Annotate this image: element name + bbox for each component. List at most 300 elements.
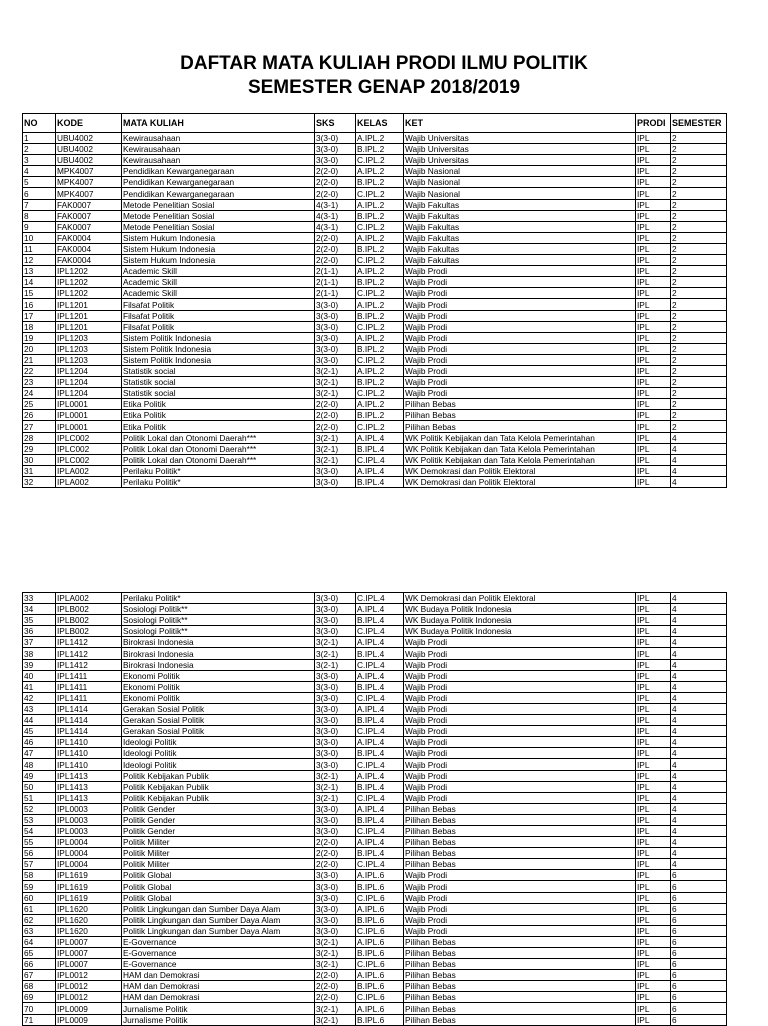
cell-kelas: C.IPL.4 — [356, 692, 404, 703]
cell-kode: IPL1619 — [56, 881, 122, 892]
cell-kelas: A.IPL.4 — [356, 670, 404, 681]
cell-sks: 3(3-0) — [315, 825, 356, 836]
cell-semester: 2 — [671, 354, 727, 365]
cell-kelas: B.IPL.6 — [356, 881, 404, 892]
cell-kelas: A.IPL.6 — [356, 936, 404, 947]
cell-prodi: IPL — [636, 221, 671, 232]
cell-ket: WK Politik Kebijakan dan Tata Kelola Pemerintahan — [404, 432, 636, 443]
cell-prodi: IPL — [636, 703, 671, 714]
cell-no: 55 — [23, 837, 56, 848]
cell-kode: UBU4002 — [56, 144, 122, 155]
cell-no: 45 — [23, 726, 56, 737]
table-row — [23, 837, 727, 848]
cell-semester: 6 — [671, 925, 727, 936]
cell-no: 24 — [23, 388, 56, 399]
cell-ket: Pilihan Bebas — [404, 1003, 636, 1014]
cell-prodi: IPL — [636, 737, 671, 748]
cell-prodi: IPL — [636, 681, 671, 692]
cell-prodi: IPL — [636, 604, 671, 615]
cell-ket: Wajib Prodi — [404, 892, 636, 903]
table-row — [23, 410, 727, 421]
cell-sks: 2(2-0) — [315, 421, 356, 432]
table-row — [23, 881, 727, 892]
cell-mata-kuliah: Etika Politik — [122, 421, 315, 432]
cell-kelas: C.IPL.2 — [356, 354, 404, 365]
cell-kode: UBU4002 — [56, 155, 122, 166]
cell-ket: WK Politik Kebijakan dan Tata Kelola Pemerintahan — [404, 454, 636, 465]
cell-kelas: C.IPL.6 — [356, 992, 404, 1003]
cell-prodi: IPL — [636, 399, 671, 410]
cell-kelas: C.IPL.2 — [356, 421, 404, 432]
cell-mata-kuliah: Perilaku Politik* — [122, 476, 315, 487]
cell-ket: Pilihan Bebas — [404, 1014, 636, 1025]
cell-no: 17 — [23, 310, 56, 321]
table-row — [23, 188, 727, 199]
cell-kelas: B.IPL.2 — [356, 210, 404, 221]
cell-sks: 3(3-0) — [315, 914, 356, 925]
cell-kelas: A.IPL.2 — [356, 133, 404, 144]
cell-ket: Pilihan Bebas — [404, 981, 636, 992]
cell-kode: IPL0009 — [56, 1003, 122, 1014]
cell-no: 6 — [23, 188, 56, 199]
cell-no: 40 — [23, 670, 56, 681]
cell-kelas: B.IPL.4 — [356, 715, 404, 726]
cell-kode: IPLA002 — [56, 593, 122, 604]
cell-mata-kuliah: Ideologi Politik — [122, 759, 315, 770]
cell-no: 56 — [23, 848, 56, 859]
cell-ket: Pilihan Bebas — [404, 803, 636, 814]
cell-ket: Wajib Fakultas — [404, 221, 636, 232]
cell-ket: Wajib Prodi — [404, 659, 636, 670]
cell-kelas: A.IPL.6 — [356, 1003, 404, 1014]
cell-kelas: B.IPL.4 — [356, 476, 404, 487]
cell-sks: 3(2-1) — [315, 959, 356, 970]
cell-ket: Wajib Fakultas — [404, 232, 636, 243]
cell-mata-kuliah: Perilaku Politik* — [122, 465, 315, 476]
cell-sks: 3(2-1) — [315, 377, 356, 388]
cell-mata-kuliah: Gerakan Sosial Politik — [122, 703, 315, 714]
cell-mata-kuliah: Academic Skill — [122, 277, 315, 288]
table-row — [23, 266, 727, 277]
cell-kode: IPL1410 — [56, 759, 122, 770]
table-row — [23, 859, 727, 870]
cell-semester: 4 — [671, 681, 727, 692]
cell-semester: 4 — [671, 604, 727, 615]
cell-mata-kuliah: Politik Gender — [122, 825, 315, 836]
cell-kelas: B.IPL.4 — [356, 615, 404, 626]
cell-ket: Wajib Prodi — [404, 377, 636, 388]
cell-no: 52 — [23, 803, 56, 814]
cell-kode: IPL1413 — [56, 770, 122, 781]
cell-semester: 2 — [671, 155, 727, 166]
table-row — [23, 981, 727, 992]
table-row — [23, 992, 727, 1003]
cell-mata-kuliah: Politik Global — [122, 870, 315, 881]
cell-sks: 3(2-1) — [315, 637, 356, 648]
cell-semester: 4 — [671, 443, 727, 454]
cell-mata-kuliah: Metode Penelitian Sosial — [122, 199, 315, 210]
table-row — [23, 670, 727, 681]
cell-ket: Wajib Prodi — [404, 681, 636, 692]
cell-kelas: A.IPL.4 — [356, 703, 404, 714]
cell-kode: IPL1201 — [56, 310, 122, 321]
table-row — [23, 432, 727, 443]
cell-no: 32 — [23, 476, 56, 487]
table-row — [23, 715, 727, 726]
cell-prodi: IPL — [636, 365, 671, 376]
cell-ket: Pilihan Bebas — [404, 848, 636, 859]
cell-prodi: IPL — [636, 288, 671, 299]
cell-kelas: A.IPL.2 — [356, 399, 404, 410]
cell-ket: Wajib Prodi — [404, 914, 636, 925]
cell-no: 62 — [23, 914, 56, 925]
table-row — [23, 892, 727, 903]
cell-kode: IPL1413 — [56, 792, 122, 803]
cell-prodi: IPL — [636, 792, 671, 803]
cell-ket: Wajib Prodi — [404, 792, 636, 803]
cell-semester: 4 — [671, 703, 727, 714]
cell-mata-kuliah: Academic Skill — [122, 266, 315, 277]
cell-no: 26 — [23, 410, 56, 421]
cell-kode: IPL0003 — [56, 803, 122, 814]
cell-mata-kuliah: E-Governance — [122, 936, 315, 947]
cell-prodi: IPL — [636, 1014, 671, 1025]
cell-prodi: IPL — [636, 637, 671, 648]
cell-semester: 2 — [671, 288, 727, 299]
cell-sks: 3(3-0) — [315, 593, 356, 604]
cell-prodi: IPL — [636, 626, 671, 637]
cell-ket: Wajib Prodi — [404, 715, 636, 726]
cell-kelas: C.IPL.6 — [356, 925, 404, 936]
cell-sks: 2(2-0) — [315, 177, 356, 188]
cell-kelas: B.IPL.4 — [356, 814, 404, 825]
cell-sks: 3(3-0) — [315, 310, 356, 321]
cell-prodi: IPL — [636, 243, 671, 254]
table-row — [23, 681, 727, 692]
cell-ket: Wajib Prodi — [404, 288, 636, 299]
cell-ket: WK Budaya Politik Indonesia — [404, 615, 636, 626]
cell-no: 18 — [23, 321, 56, 332]
cell-semester: 6 — [671, 981, 727, 992]
cell-sks: 3(3-0) — [315, 759, 356, 770]
cell-no: 28 — [23, 432, 56, 443]
cell-prodi: IPL — [636, 199, 671, 210]
cell-no: 25 — [23, 399, 56, 410]
cell-kelas: B.IPL.4 — [356, 443, 404, 454]
cell-ket: Wajib Nasional — [404, 177, 636, 188]
cell-kode: IPLC002 — [56, 432, 122, 443]
cell-ket: Wajib Prodi — [404, 726, 636, 737]
cell-sks: 2(2-0) — [315, 399, 356, 410]
cell-sks: 3(3-0) — [315, 465, 356, 476]
cell-kode: IPL1410 — [56, 748, 122, 759]
cell-semester: 6 — [671, 936, 727, 947]
header-kelas: KELAS — [356, 114, 404, 133]
table-row — [23, 354, 727, 365]
cell-kode: IPL1203 — [56, 354, 122, 365]
cell-no: 59 — [23, 881, 56, 892]
cell-sks: 3(3-0) — [315, 881, 356, 892]
cell-kelas: A.IPL.2 — [356, 199, 404, 210]
cell-semester: 4 — [671, 825, 727, 836]
cell-kode: IPLC002 — [56, 443, 122, 454]
table-row — [23, 615, 727, 626]
cell-kode: FAK0007 — [56, 210, 122, 221]
table-row — [23, 737, 727, 748]
cell-no: 68 — [23, 981, 56, 992]
cell-prodi: IPL — [636, 443, 671, 454]
cell-semester: 2 — [671, 343, 727, 354]
cell-mata-kuliah: Etika Politik — [122, 399, 315, 410]
cell-no: 33 — [23, 593, 56, 604]
cell-sks: 3(3-0) — [315, 681, 356, 692]
cell-ket: Pilihan Bebas — [404, 837, 636, 848]
table-row — [23, 692, 727, 703]
cell-no: 51 — [23, 792, 56, 803]
cell-sks: 2(2-0) — [315, 166, 356, 177]
cell-sks: 3(3-0) — [315, 133, 356, 144]
cell-kode: IPL1411 — [56, 681, 122, 692]
cell-prodi: IPL — [636, 970, 671, 981]
cell-prodi: IPL — [636, 814, 671, 825]
cell-mata-kuliah: Politik Lingkungan dan Sumber Daya Alam — [122, 914, 315, 925]
cell-no: 42 — [23, 692, 56, 703]
cell-kode: IPL1202 — [56, 277, 122, 288]
cell-ket: Pilihan Bebas — [404, 936, 636, 947]
cell-sks: 3(3-0) — [315, 892, 356, 903]
cell-no: 1 — [23, 133, 56, 144]
cell-ket: Wajib Nasional — [404, 166, 636, 177]
cell-sks: 2(1-1) — [315, 266, 356, 277]
cell-prodi: IPL — [636, 781, 671, 792]
cell-kelas: C.IPL.4 — [356, 859, 404, 870]
cell-kode: IPL1203 — [56, 332, 122, 343]
cell-semester: 2 — [671, 299, 727, 310]
cell-kode: IPLC002 — [56, 454, 122, 465]
table-row — [23, 903, 727, 914]
cell-kode: IPLA002 — [56, 465, 122, 476]
cell-kelas: C.IPL.4 — [356, 593, 404, 604]
cell-kode: IPL1414 — [56, 715, 122, 726]
cell-sks: 2(2-0) — [315, 992, 356, 1003]
cell-prodi: IPL — [636, 848, 671, 859]
cell-kelas: C.IPL.4 — [356, 626, 404, 637]
cell-semester: 2 — [671, 255, 727, 266]
cell-kode: IPL1620 — [56, 925, 122, 936]
cell-kelas: B.IPL.2 — [356, 377, 404, 388]
cell-ket: Wajib Prodi — [404, 277, 636, 288]
cell-kelas: A.IPL.2 — [356, 166, 404, 177]
table-row — [23, 321, 727, 332]
cell-prodi: IPL — [636, 388, 671, 399]
cell-sks: 3(2-1) — [315, 1014, 356, 1025]
table-row — [23, 133, 727, 144]
cell-mata-kuliah: HAM dan Demokrasi — [122, 970, 315, 981]
cell-no: 49 — [23, 770, 56, 781]
cell-sks: 2(1-1) — [315, 277, 356, 288]
cell-mata-kuliah: Pendidikan Kewarganegaraan — [122, 166, 315, 177]
cell-ket: Pilihan Bebas — [404, 421, 636, 432]
cell-kode: UBU4002 — [56, 133, 122, 144]
table-row — [23, 177, 727, 188]
cell-prodi: IPL — [636, 825, 671, 836]
cell-kelas: B.IPL.6 — [356, 1014, 404, 1025]
cell-kelas: A.IPL.6 — [356, 903, 404, 914]
cell-mata-kuliah: Ideologi Politik — [122, 737, 315, 748]
cell-kelas: C.IPL.4 — [356, 659, 404, 670]
cell-prodi: IPL — [636, 593, 671, 604]
cell-semester: 4 — [671, 781, 727, 792]
cell-kelas: B.IPL.4 — [356, 748, 404, 759]
document-subtitle: SEMESTER GENAP 2018/2019 — [247, 77, 521, 98]
cell-mata-kuliah: Ekonomi Politik — [122, 692, 315, 703]
cell-no: 27 — [23, 421, 56, 432]
cell-kode: IPL1202 — [56, 288, 122, 299]
cell-ket: WK Demokrasi dan Politik Elektoral — [404, 593, 636, 604]
cell-ket: Pilihan Bebas — [404, 410, 636, 421]
cell-mata-kuliah: Birokrasi Indonesia — [122, 648, 315, 659]
cell-semester: 4 — [671, 593, 727, 604]
cell-no: 37 — [23, 637, 56, 648]
cell-no: 69 — [23, 992, 56, 1003]
cell-semester: 4 — [671, 792, 727, 803]
cell-semester: 2 — [671, 321, 727, 332]
cell-semester: 4 — [671, 648, 727, 659]
cell-kode: MPK4007 — [56, 177, 122, 188]
cell-prodi: IPL — [636, 377, 671, 388]
cell-no: 70 — [23, 1003, 56, 1014]
cell-ket: Wajib Fakultas — [404, 243, 636, 254]
cell-no: 47 — [23, 748, 56, 759]
cell-ket: Wajib Prodi — [404, 759, 636, 770]
cell-prodi: IPL — [636, 914, 671, 925]
cell-mata-kuliah: Kewirausahaan — [122, 144, 315, 155]
cell-no: 14 — [23, 277, 56, 288]
cell-no: 60 — [23, 892, 56, 903]
cell-mata-kuliah: Politik Militer — [122, 859, 315, 870]
cell-semester: 2 — [671, 421, 727, 432]
cell-kode: IPL0003 — [56, 825, 122, 836]
cell-no: 57 — [23, 859, 56, 870]
cell-prodi: IPL — [636, 310, 671, 321]
cell-kelas: A.IPL.4 — [356, 637, 404, 648]
cell-semester: 2 — [671, 177, 727, 188]
cell-ket: WK Demokrasi dan Politik Elektoral — [404, 465, 636, 476]
cell-no: 58 — [23, 870, 56, 881]
cell-mata-kuliah: Politik Militer — [122, 837, 315, 848]
cell-kode: IPL1412 — [56, 659, 122, 670]
cell-kelas: B.IPL.4 — [356, 648, 404, 659]
cell-semester: 4 — [671, 432, 727, 443]
cell-semester: 6 — [671, 914, 727, 925]
cell-mata-kuliah: Kewirausahaan — [122, 133, 315, 144]
table-row — [23, 792, 727, 803]
cell-semester: 6 — [671, 959, 727, 970]
cell-semester: 2 — [671, 210, 727, 221]
cell-prodi: IPL — [636, 454, 671, 465]
cell-semester: 2 — [671, 133, 727, 144]
cell-semester: 4 — [671, 737, 727, 748]
table-row — [23, 1014, 727, 1025]
cell-ket: Wajib Fakultas — [404, 255, 636, 266]
header-mata-kuliah: MATA KULIAH — [122, 114, 315, 133]
cell-semester: 4 — [671, 837, 727, 848]
cell-kode: IPL0001 — [56, 399, 122, 410]
cell-kelas: B.IPL.4 — [356, 681, 404, 692]
cell-kelas: B.IPL.2 — [356, 177, 404, 188]
cell-semester: 4 — [671, 692, 727, 703]
cell-mata-kuliah: Sistem Hukum Indonesia — [122, 232, 315, 243]
cell-semester: 4 — [671, 715, 727, 726]
cell-kelas: B.IPL.2 — [356, 310, 404, 321]
cell-kode: IPL1202 — [56, 266, 122, 277]
cell-no: 30 — [23, 454, 56, 465]
cell-kelas: C.IPL.2 — [356, 188, 404, 199]
cell-no: 53 — [23, 814, 56, 825]
cell-semester: 6 — [671, 970, 727, 981]
cell-no: 39 — [23, 659, 56, 670]
cell-ket: WK Politik Kebijakan dan Tata Kelola Pemerintahan — [404, 443, 636, 454]
cell-no: 41 — [23, 681, 56, 692]
cell-sks: 3(3-0) — [315, 925, 356, 936]
cell-sks: 3(3-0) — [315, 332, 356, 343]
cell-no: 50 — [23, 781, 56, 792]
cell-kode: IPL0003 — [56, 814, 122, 825]
cell-ket: Wajib Prodi — [404, 321, 636, 332]
cell-sks: 2(2-0) — [315, 255, 356, 266]
cell-ket: Pilihan Bebas — [404, 959, 636, 970]
cell-sks: 3(2-1) — [315, 792, 356, 803]
cell-sks: 3(3-0) — [315, 726, 356, 737]
cell-kode: IPL0007 — [56, 936, 122, 947]
cell-no: 2 — [23, 144, 56, 155]
table-row — [23, 803, 727, 814]
cell-kode: IPL1619 — [56, 892, 122, 903]
cell-prodi: IPL — [636, 133, 671, 144]
cell-kode: FAK0004 — [56, 243, 122, 254]
cell-prodi: IPL — [636, 726, 671, 737]
cell-mata-kuliah: Sistem Politik Indonesia — [122, 354, 315, 365]
cell-mata-kuliah: Etika Politik — [122, 410, 315, 421]
table-row — [23, 421, 727, 432]
cell-ket: Wajib Universitas — [404, 133, 636, 144]
cell-mata-kuliah: Ekonomi Politik — [122, 681, 315, 692]
cell-sks: 3(2-1) — [315, 781, 356, 792]
cell-kode: FAK0004 — [56, 232, 122, 243]
cell-no: 65 — [23, 948, 56, 959]
cell-ket: Wajib Prodi — [404, 365, 636, 376]
cell-no: 46 — [23, 737, 56, 748]
cell-ket: WK Budaya Politik Indonesia — [404, 604, 636, 615]
cell-kelas: C.IPL.2 — [356, 255, 404, 266]
cell-kode: IPL1411 — [56, 692, 122, 703]
table-row — [23, 748, 727, 759]
cell-semester: 2 — [671, 310, 727, 321]
cell-prodi: IPL — [636, 992, 671, 1003]
table-row — [23, 770, 727, 781]
cell-no: 21 — [23, 354, 56, 365]
cell-kode: IPL1619 — [56, 870, 122, 881]
table-row — [23, 726, 727, 737]
cell-mata-kuliah: Kewirausahaan — [122, 155, 315, 166]
cell-ket: Wajib Prodi — [404, 903, 636, 914]
table-row — [23, 626, 727, 637]
cell-ket: Wajib Prodi — [404, 748, 636, 759]
cell-prodi: IPL — [636, 981, 671, 992]
cell-semester: 4 — [671, 476, 727, 487]
cell-no: 63 — [23, 925, 56, 936]
cell-sks: 4(3-1) — [315, 210, 356, 221]
